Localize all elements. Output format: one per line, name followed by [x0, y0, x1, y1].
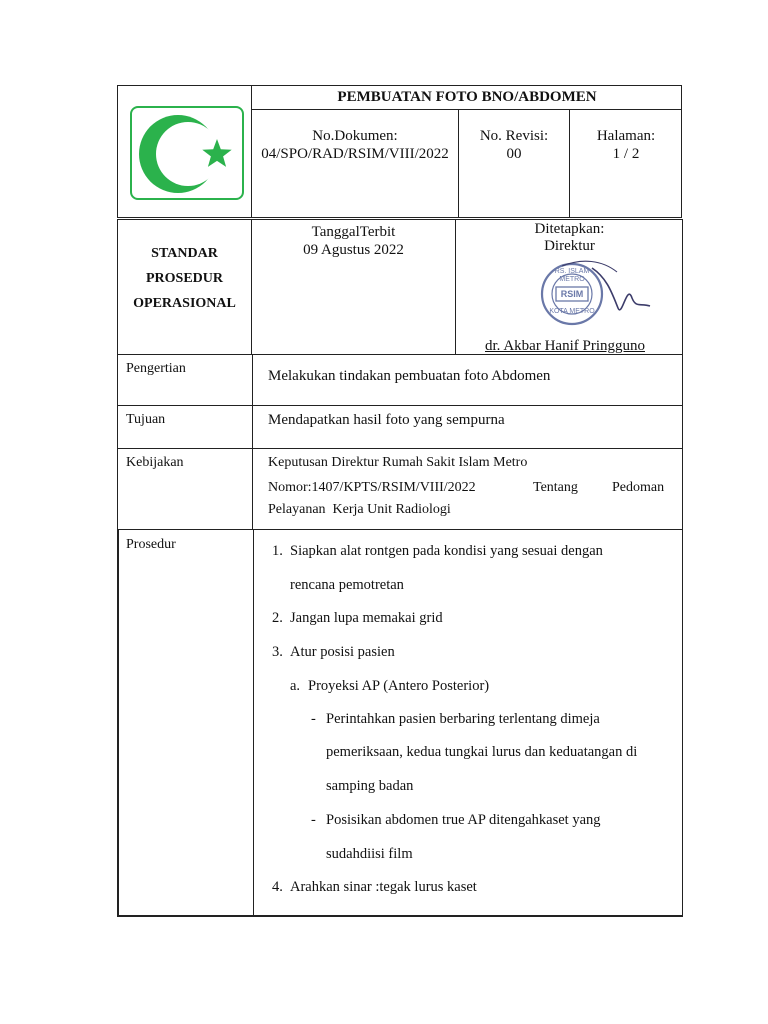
document-title: PEMBUATAN FOTO BNO/ABDOMEN	[337, 89, 597, 105]
step-4-number: 4.	[272, 879, 283, 895]
kebijakan-line3: Pelayanan Kerja Unit Radiologi	[268, 502, 451, 517]
row-divider	[252, 355, 253, 405]
pengertian-text: Melakukan tindakan pembuatan foto Abdomen	[268, 368, 551, 384]
kebijakan-line1: Keputusan Direktur Rumah Sakit Islam Metro	[268, 455, 528, 470]
bullet-2-line2: sudahdiisi film	[326, 846, 413, 862]
approved-label: Ditetapkan:	[534, 221, 605, 237]
step-3-line1: Atur posisi pasien	[290, 644, 395, 660]
header-divider-revisi	[458, 109, 459, 218]
row-divider	[252, 449, 253, 529]
kebijakan-line2c: Pedoman	[612, 480, 665, 495]
pengertian-label: Pengertian	[126, 361, 186, 376]
kebijakan-label: Kebijakan	[126, 455, 184, 470]
sop-title-line1: STANDAR	[151, 246, 218, 261]
step-2-line1: Jangan lupa memakai grid	[290, 610, 443, 626]
bullet-2-line1: Posisikan abdomen true AP ditengahkaset yang	[326, 812, 601, 828]
doc-number-value: 04/SPO/RAD/RSIM/VIII/2022	[261, 146, 449, 162]
step-1-line1: Siapkan alat rontgen pada kondisi yang sesuai dengan	[290, 543, 603, 559]
approved-role: Direktur	[544, 238, 595, 254]
tujuan-label: Tujuan	[126, 412, 166, 427]
step-1-number: 1.	[272, 543, 283, 559]
issue-date-value: 09 Agustus 2022	[303, 242, 404, 258]
bullet-1-line3: samping badan	[326, 778, 414, 794]
step-3-number: 3.	[272, 644, 283, 660]
crescent-star-icon	[132, 108, 242, 198]
sop-title-line3: OPERASIONAL	[133, 296, 236, 311]
stamp-text-top: RS. ISLAM METRO	[554, 268, 590, 283]
bullet-1-dash: -	[311, 711, 316, 727]
hospital-logo	[130, 106, 244, 200]
prosedur-label: Prosedur	[126, 537, 176, 552]
revision-label: No. Revisi:	[479, 128, 549, 144]
header-divider-horizontal	[251, 109, 682, 110]
step-4-line1: Arahkan sinar :tegak lurus kaset	[290, 879, 477, 895]
header-divider-halaman	[569, 109, 570, 218]
stamp-text-bottom: KOTA METRO	[549, 308, 595, 315]
step-3a-letter: a.	[290, 678, 301, 694]
row-divider	[252, 406, 253, 448]
step-1-line2: rencana pemotretan	[290, 577, 404, 593]
step-3a-text: Proyeksi AP (Antero Posterior)	[308, 678, 490, 694]
bullet-1-line2: pemeriksaan, kedua tungkai lurus dan keduatangan di	[326, 744, 638, 760]
revision-value: 00	[506, 146, 522, 162]
row-divider	[253, 530, 254, 915]
page-label: Halaman:	[596, 128, 656, 144]
issue-date-label: TanggalTerbit	[311, 224, 396, 240]
signatory-name: dr. Akbar Hanif Pringguno	[485, 338, 645, 354]
kebijakan-line2a: Nomor:1407/KPTS/RSIM/VIII/2022	[268, 480, 476, 495]
sop-title-line2: PROSEDUR	[145, 271, 223, 286]
tujuan-text: Mendapatkan hasil foto yang sempurna	[268, 412, 505, 428]
page-value: 1 / 2	[612, 146, 640, 162]
bullet-2-dash: -	[311, 812, 316, 828]
kebijakan-line2b: Tentang	[533, 480, 578, 495]
stamp-text-center: RSIM	[560, 289, 584, 299]
step-2-number: 2.	[272, 610, 283, 626]
doc-number-label: No.Dokumen:	[312, 128, 398, 144]
bullet-1-line1: Perintahkan pasien berbaring terlentang dimeja	[326, 711, 600, 727]
